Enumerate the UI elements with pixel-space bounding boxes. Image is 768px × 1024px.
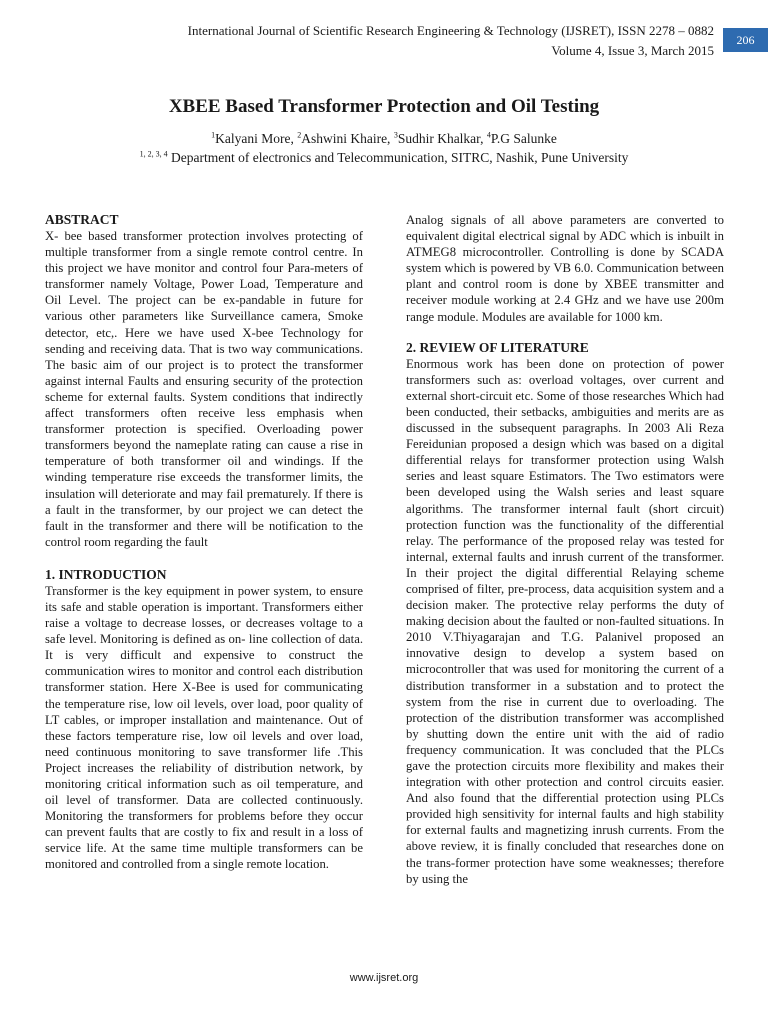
author-sup-2: 2 (297, 130, 302, 140)
page-number-badge: 206 (723, 28, 768, 52)
review-text: Enormous work has been done on protection of power transformers such as: overload voltages, over current and external short-circuit etc. Some of those researches Which had been conducted, their setbacks, ambiguities and merits are as discussed in the subsequent paragraphs. In 2003 Ali Reza Fereidunian proposed a design which was based on a digital differential relays for transformer protection using Walsh series and least square Estimators. The Two estimators were been developed using the Walsh series and least square algorithms. The transformer internal fault (short circuit) protection function was the functionality of the differential relay. The performance of the proposed relay was tested for internal, external faults and inrush current of the transformer. In their project the digital differential Relaying scheme comprised of filter, pre-process, data acquisition system and a decision maker. The protective relay performs the duty of making decision about the faulted or non-faulted situations. In 2010 V.Thiyagarajan and T.G. Palanivel proposed an innovative design to develop a system based on microcontroller that was used for monitoring the current of a distribution transformer in a substation and to protect the system from the rise in current due to overloading. The protection of the distribution transformer was accomplished by shutting down the entire unit with the aid of radio frequency communication. It was concluded that the PLCs gave the protection circuits more flexibility and makes their integration with other protection and control circuits easier. And also found that the differential protection using PLCs provided high sensitivity for internal faults and high stability for external faults and magnetizing inrush currents. From the above review, it is finally concluded that researches done on the trans-former protection have some weaknesses; therefore by using the (406, 356, 724, 886)
author-3: Sudhir Khalkar, (397, 131, 487, 146)
journal-volume: Volume 4, Issue 3, March 2015 (551, 43, 714, 58)
author-sup-4: 4 (486, 130, 491, 140)
paper-title: XBEE Based Transformer Protection and Oil Testing (168, 96, 600, 117)
author-sup-3: 3 (393, 130, 398, 140)
journal-name: International Journal of Scientific Research Engineering & Technology (IJSRET), ISSN 2278 – 0882 (187, 23, 714, 38)
abstract-heading: ABSTRACT (45, 212, 119, 227)
left-column (45, 212, 363, 873)
right-column (406, 212, 724, 887)
introduction-heading: 1. INTRODUCTION (45, 566, 167, 582)
review-heading: 2. REVIEW OF LITERATURE (406, 339, 589, 355)
abstract-text: X- bee based transformer protection involves protecting of multiple transformer from a single remote control centre. In this project we have monitor and control four Para-meters of transformer namely Voltage, Power Load, Temperature and Oil Level. The project can be ex-pandable in future for various other parameters like Surveillance camera, Smoke detector, etc,. Here we have used X-bee Technology for sending and receiving data. That is two way communications. The basic aim of our project is to protect the transformer against internal Faults and ensuring security of the protection scheme for external faults. System conditions that indirectly affect transformers often receive less emphasis when transformer protection is specified. Overloading power transformers beyond the nameplate rating can cause a rise in temperature of both transformer oil and windings. If the winding temperature rise exceeds the transformer limits, the insulation will deteriorate and may fail prematurely. If there is a fault in the transformer, by our project we can detect the fault in the transformer and there will be notification to the control room regarding the fault (45, 229, 363, 549)
affiliation-text: Department of electronics and Telecommunication, SITRC, Nashik, Pune University (167, 150, 629, 165)
affiliation-sup: 1, 2, 3, 4 (139, 149, 168, 159)
author-1: Kalyani More, (215, 131, 298, 146)
intro-continuation-text: Analog signals of all above parameters are converted to equivalent digital electrical signal by ADC which is inbuilt in ATMEG8 microcontroller. Controlling is done by SCADA system which is powered by VB 6.0. Communication between plant and control room is done by XBEE transmitter and receiver module working at 2.4 GHz and we have use 200m range module. Modules are available for 1000 km. (406, 213, 724, 324)
author-list (0, 131, 768, 147)
author-4: P.G Salunke (490, 131, 557, 146)
affiliation (0, 150, 768, 166)
introduction-text: Transformer is the key equipment in power system, to ensure its safe and stable operation is important. Transformers either raise a voltage to decrease losses, or decreases voltage to a safe level. Monitoring is defined as on- line collection of data. It is very difficult and expensive to construct the communication wires to monitor and control each distribution transformer station. Here X-Bee is used for communicating the temperature rise, low oil levels, over load, poor quality of LT cables, or improper installation and maintenance. Out of these factors temperature rise, low oil levels and over load, need continuous monitoring to save transformer life .This Project increases the reliability of distribution network, by monitoring critical information such as oil temperature, and oil level of transformer. Data are collected continuously. Monitoring the transformers for problems before they occur can prevent faults that are costly to fix and result in a loss of service life. At the same time multiple transformers can be monitored and controlled from a single remote location. (45, 583, 363, 872)
author-sup-1: 1 (211, 130, 216, 140)
footer-url: www.ijsret.org (349, 972, 419, 984)
author-2: Ashwini Khaire, (301, 131, 394, 146)
